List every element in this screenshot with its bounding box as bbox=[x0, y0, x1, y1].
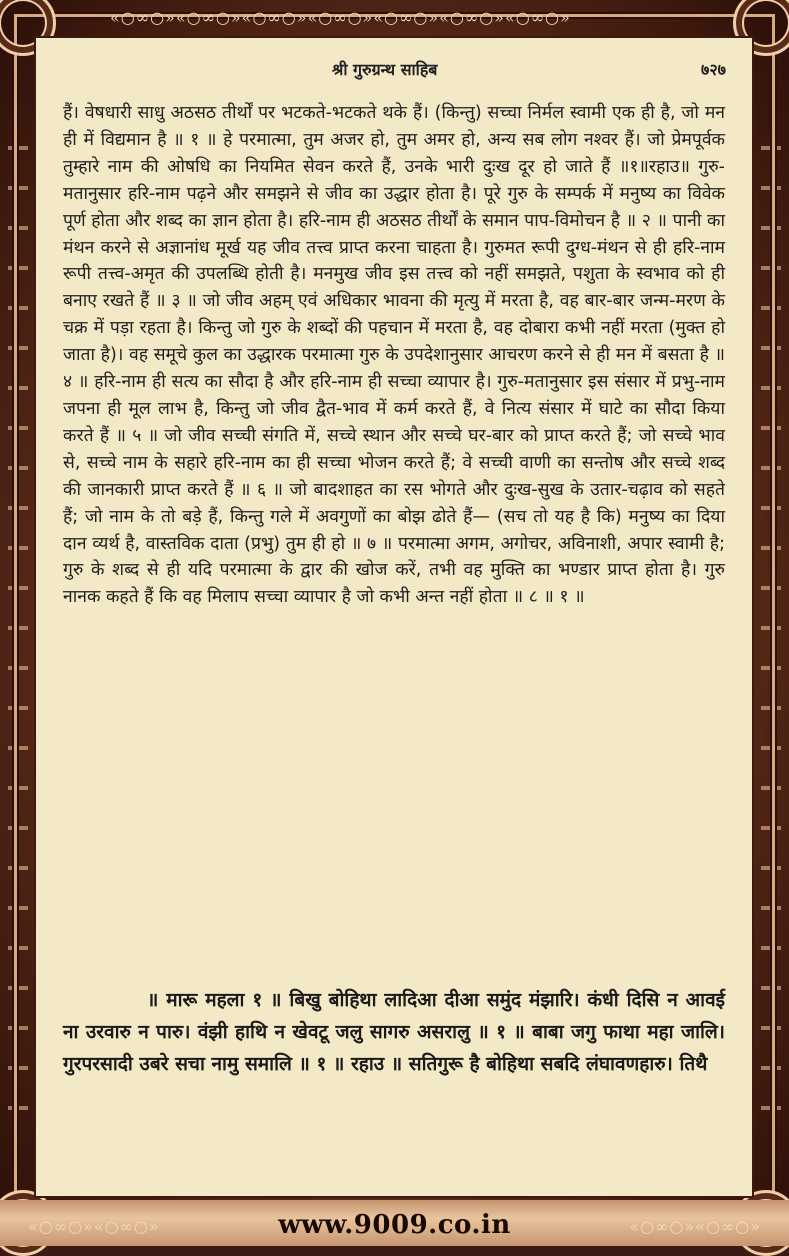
top-ornament: «○∞○»«○∞○»«○∞○»«○∞○»«○∞○»«○∞○»«○∞○» bbox=[110, 8, 571, 27]
bottom-right-ornament: «○∞○»«○∞○» bbox=[629, 1217, 761, 1236]
page-title: श्री गुरुग्रन्थ साहिब bbox=[332, 60, 438, 79]
gurbani-verse-text: ॥ मारू महला १ ॥ बिखु बोहिथा लादिआ दीआ समुंद मंझारि। कंधी दिसि न आवई ना उरवारु न पारु। वंझी हाथि न खेवटू जलु सागरु असरालु ॥ १ ॥ बाबा जगु फाथा महा जालि। गुरपरसादी उबरे सचा नामु समालि ॥ १ ॥ रहाउ ॥ सतिगुरू है बोहिथा सबदि लंघावणहारु। तिथै bbox=[63, 989, 725, 1075]
page-header bbox=[36, 58, 752, 82]
bottom-left-ornament: «○∞○»«○∞○» bbox=[28, 1217, 160, 1236]
scripture-page bbox=[36, 38, 752, 1196]
page-number: ७२७ bbox=[701, 60, 726, 79]
website-url-link[interactable]: www.9009.co.in bbox=[278, 1210, 511, 1240]
hindi-translation-text: हैं। वेषधारी साधु अठसठ तीर्थों पर भटकते-भटकते थके हैं। (किन्तु) सच्चा निर्मल स्वामी एक ही है, जो मन ही में विद्यमान है ॥ १ ॥ हे परमात्मा, तुम अजर हो, तुम अमर हो, अन्य सब लोग नश्वर हैं। जो प्रेमपूर्वक तुम्हारे नाम की ओषधि का नियमित सेवन करते हैं, उनके भारी दुःख दूर हो जाते हैं ॥१॥रहाउ॥ गुरु-मतानुसार हरि-नाम पढ़ने और समझने से जीव का उद्धार होता है। पूरे गुरु के सम्पर्क में मनुष्य का विवेक पूर्ण होता और शब्द का ज्ञान होता है। हरि-नाम ही अठसठ तीर्थों के समान पाप-विमोचन है ॥ २ ॥ पानी का मंथन करने से अज्ञानांध मूर्ख यह जीव तत्त्व प्राप्त करना चाहता है। गुरुमत रूपी दुग्ध-मंथन से ही हरि-नाम रूपी तत्त्व-अमृत की उपलब्धि होती है। मनमुख जीव इस तत्त्व को नहीं समझते, पशुता के स्वभाव को ही बनाए रखते हैं ॥ ३ ॥ जो जीव अहम् एवं अधिकार भावना की मृत्यु में मरता है, वह बार-बार जन्म-मरण के चक्र में पड़ा रहता है। किन्तु जो गुरु के शब्दों की पहचान में मरता है, वह दोबारा कभी नहीं मरता (मुक्त हो जाता है)। वह समूचे कुल का उद्धारक परमात्मा गुरु के उपदेशानुसार आचरण करने से ही मन में बसता है ॥ ४ ॥ हरि-नाम ही सत्य का सौदा है और हरि-नाम ही सच्चा व्यापार है। गुरु-मतानुसार इस संसार में प्रभु-नाम जपना ही मूल लाभ है, किन्तु जो जीव द्वैत-भाव में कर्म करते हैं, वे नित्य संसार में घाटे का सौदा किया करते हैं ॥ ५ ॥ जो जीव सच्ची संगति में, सच्चे स्थान और सच्चे घर-बार को प्राप्त करते हैं; जो सच्चे भाव से, सच्चे नाम के सहारे हरि-नाम का ही सच्चा भोजन करते हैं; वे सच्ची वाणी का सन्तोष और सच्चे शब्द की जानकारी प्राप्त करते हैं ॥ ६ ॥ जो बादशाहत का रस भोगते और दुःख-सुख के उतार-चढ़ाव को सहते हैं; जो नाम के तो बड़े हैं, किन्तु गले में अवगुणों का बोझ ढोते हैं— (सच तो यह है कि) मनुष्य का दिया दान व्यर्थ है, वास्तविक दाता (प्रभु) तुम ही हो ॥ ७ ॥ परमात्मा अगम, अगोचर, अविनाशी, अपार स्वामी है; गुरु के शब्द से ही यदि परमात्मा के द्वार की खोज करें, तभी वह मुक्ति का भण्डार प्राप्त होता है। गुरु नानक कहते हैं कि वह मिलाप सच्चा व्यापार है जो कभी अन्त नहीं होता ॥ ८ ॥ १ ॥ bbox=[63, 103, 725, 608]
